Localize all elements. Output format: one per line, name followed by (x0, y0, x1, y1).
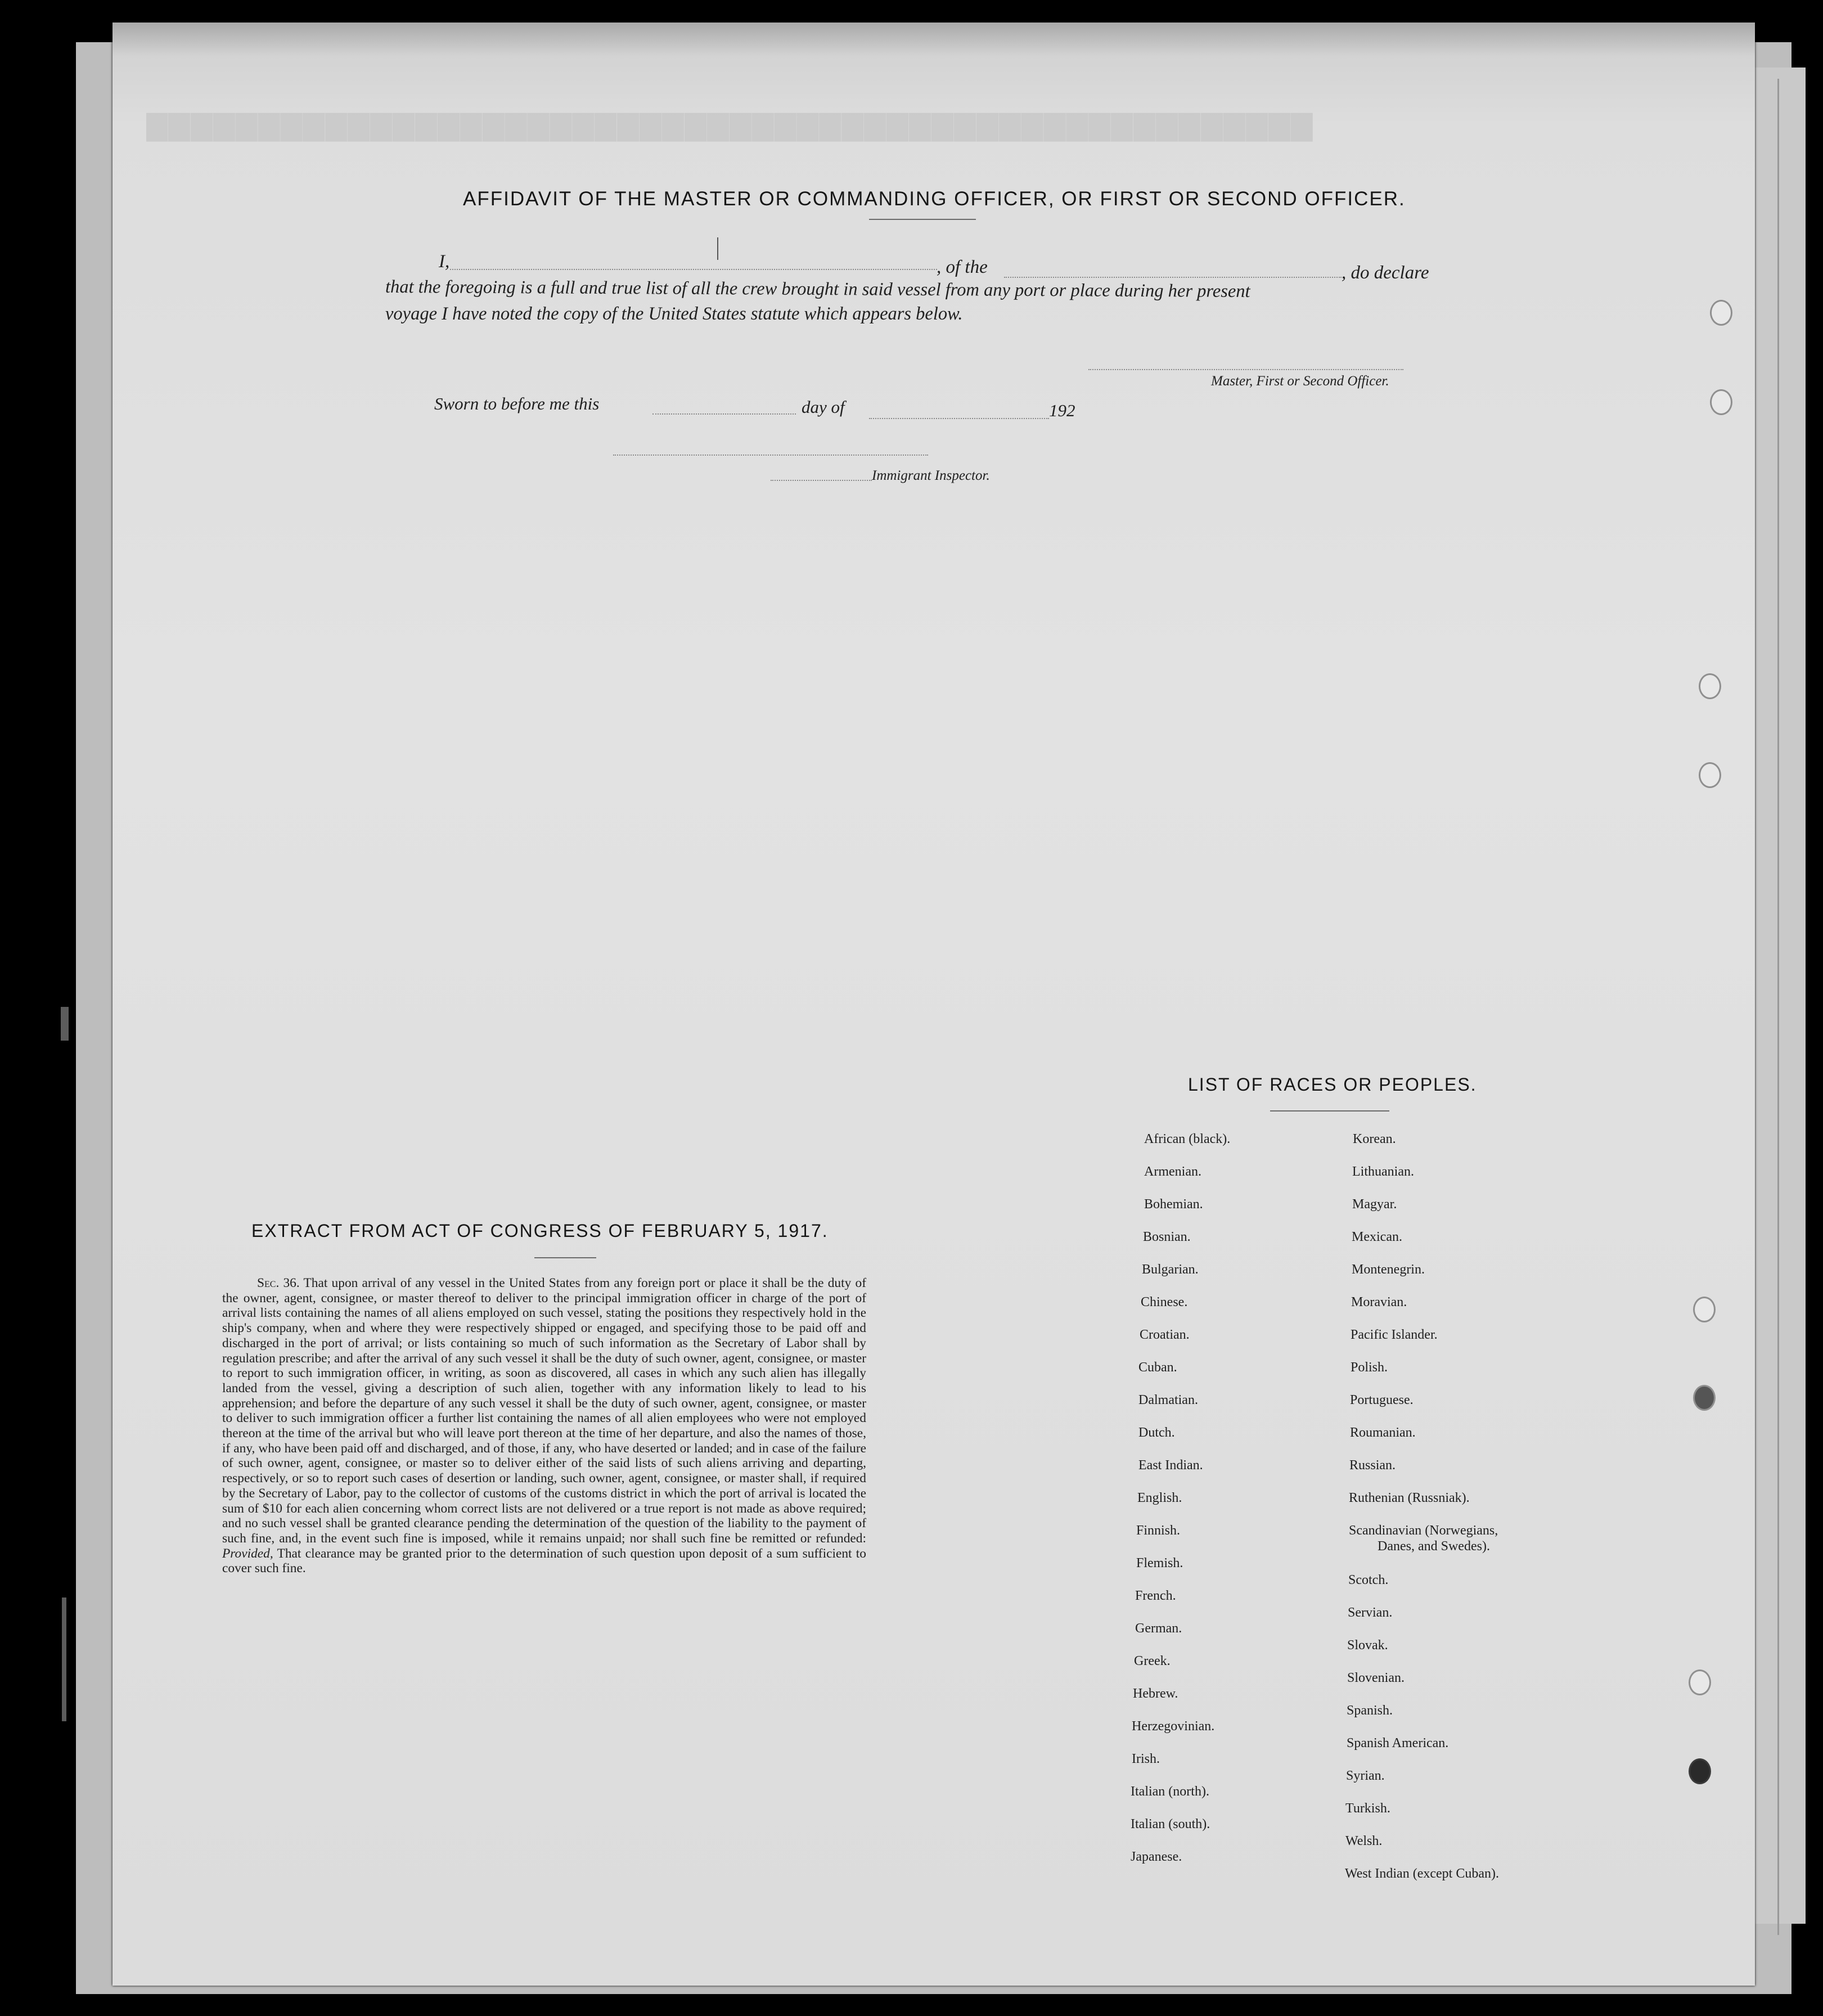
punch-hole (1710, 300, 1732, 326)
race-item: Cuban. (1138, 1360, 1177, 1375)
sworn-month-field[interactable] (869, 418, 1049, 419)
punch-hole (1689, 1758, 1711, 1784)
race-item: West Indian (except Cuban). (1345, 1866, 1499, 1881)
race-item: Slovak. (1347, 1638, 1388, 1653)
race-item: Montenegrin. (1352, 1262, 1425, 1277)
race-item: Moravian. (1351, 1295, 1407, 1310)
race-item: Italian (south). (1131, 1817, 1210, 1832)
extract-title: EXTRACT FROM ACT OF CONGRESS OF FEBRUARY 5, 1917. (251, 1221, 829, 1241)
signature-label: Master, First or Second Officer. (1211, 374, 1389, 389)
race-item: East Indian. (1138, 1458, 1203, 1473)
races-rule (1270, 1110, 1389, 1112)
year-label: 192 (1049, 400, 1075, 420)
race-item: Finnish. (1136, 1523, 1181, 1538)
race-item: Russian. (1349, 1458, 1396, 1473)
race-item: Bosnian. (1143, 1230, 1191, 1244)
race-item: German. (1135, 1621, 1182, 1636)
vessel-field[interactable] (1004, 277, 1342, 278)
race-item: Greek. (1134, 1654, 1171, 1668)
race-item: Dalmatian. (1138, 1393, 1198, 1407)
sworn-label: Sworn to before me this (434, 394, 600, 413)
race-item: Chinese. (1141, 1295, 1188, 1310)
race-item: Hebrew. (1133, 1686, 1178, 1701)
race-item: Lithuanian. (1352, 1164, 1414, 1179)
affidavit-body-line1: that the foregoing is a full and true list of all the crew brought in said vessel from any port or place during her present (385, 277, 1250, 302)
i-label: I, (439, 251, 450, 272)
sworn-day-field[interactable] (652, 413, 796, 415)
race-item: Bulgarian. (1142, 1262, 1199, 1277)
punch-hole (1710, 389, 1732, 415)
signature-field[interactable] (1088, 369, 1403, 370)
race-item: Pacific Islander. (1351, 1328, 1438, 1342)
of-the-label: , of the (937, 257, 988, 277)
affidavit-title: AFFIDAVIT OF THE MASTER OR COMMANDING OFFICER, OR FIRST OR SECOND OFFICER. (463, 188, 1406, 210)
race-item: Welsh. (1345, 1834, 1383, 1848)
punch-hole (1689, 1670, 1711, 1695)
race-item: Spanish. (1347, 1703, 1393, 1718)
section-number: Sec. 36. (257, 1276, 300, 1290)
race-item: Croatian. (1140, 1328, 1190, 1342)
race-item: Roumanian. (1350, 1425, 1416, 1440)
race-item: Bohemian. (1144, 1197, 1203, 1212)
affidavit-body-line2: voyage I have noted the copy of the United States statute which appears below. (385, 304, 963, 324)
race-item: Scandinavian (Norwegians, (1349, 1523, 1498, 1538)
margin-mark (61, 1007, 69, 1041)
provided-word: Provided, (222, 1546, 273, 1561)
day-of-label: day of (802, 397, 845, 417)
punch-hole (1693, 1297, 1716, 1322)
race-item: English. (1137, 1491, 1182, 1505)
do-declare-label: , do declare (1342, 263, 1429, 283)
name-field[interactable] (450, 269, 937, 270)
statute-proviso: That clearance may be granted prior to the determination of such question upon deposit of a sum sufficient to cover such fine. (222, 1546, 866, 1576)
punch-hole (1699, 673, 1721, 699)
inspector-name-field[interactable] (771, 480, 872, 481)
statute-text (222, 1276, 866, 1576)
margin-mark (62, 1598, 66, 1721)
race-item: Japanese. (1131, 1850, 1182, 1864)
race-item: Mexican. (1352, 1230, 1402, 1244)
race-item: African (black). (1144, 1132, 1231, 1146)
race-item: Herzegovinian. (1132, 1719, 1215, 1734)
inspector-signature-field[interactable] (613, 454, 928, 456)
punch-hole (1699, 762, 1721, 788)
extract-rule (534, 1257, 596, 1258)
race-item: Magyar. (1352, 1197, 1397, 1212)
bleed-through-text: ▇▇▇▇▇▇▇▇▇▇▇▇▇▇▇▇▇▇▇▇▇▇▇▇▇▇▇▇▇▇▇▇▇▇▇▇▇▇▇▇▇▇▇▇▇▇▇▇▇▇▇▇ (146, 111, 1314, 141)
race-item: Servian. (1348, 1605, 1393, 1620)
race-item: Portuguese. (1350, 1393, 1414, 1407)
race-item: Spanish American. (1347, 1736, 1449, 1750)
race-item: Slovenian. (1347, 1671, 1405, 1685)
race-item: Turkish. (1345, 1801, 1390, 1816)
races-title: LIST OF RACES OR PEOPLES. (1188, 1074, 1477, 1095)
inspector-label: Immigrant Inspector. (872, 468, 990, 483)
race-item: Korean. (1353, 1132, 1396, 1146)
race-item: Ruthenian (Russniak). (1349, 1491, 1470, 1505)
field-tick (717, 237, 718, 260)
title-rule (869, 219, 976, 220)
race-item: Flemish. (1136, 1556, 1183, 1570)
race-item: Danes, and Swedes). (1378, 1539, 1490, 1554)
race-item: Irish. (1132, 1752, 1160, 1766)
sheet-edge-line (1777, 79, 1779, 1935)
race-item: Polish. (1351, 1360, 1388, 1375)
punch-hole (1693, 1385, 1716, 1411)
race-item: Armenian. (1144, 1164, 1201, 1179)
race-item: Dutch. (1138, 1425, 1175, 1440)
race-item: French. (1135, 1588, 1176, 1603)
race-item: Italian (north). (1131, 1784, 1209, 1799)
race-item: Syrian. (1346, 1768, 1385, 1783)
race-item: Scotch. (1348, 1573, 1389, 1587)
statute-body: That upon arrival of any vessel in the United States from any foreign port or place it shall be the duty of the owner, agent, consignee, or master thereof to deliver to the principal immigration officer in charge of the port of arrival lists containing the names of all aliens employed on such vessel, stating the positions they respectively hold in the ship's company, when and where they were respectively shipped or engaged, and specifying those to be paid off and discharged in the port of arrival; or lists containing so much of such information as the Secretary of Labor shall by regulation prescribe; and after the arrival of any such vessel it shall be the duty of such owner, agent, consignee, or master to report to such immigration officer, in writing, as soon as discovered, all cases in which any such alien has illegally landed from the vessel, giving a description of such alien, together with any information likely to lead to his apprehension; and before the departure of any such vessel it shall be the duty of such owner, agent, consignee, or master to deliver to such immigration officer a further list containing the names of all alien employees who were not employed thereon at the time of the arrival but who will leave port thereon at the time of her departure, and also the names of those, if any, who have been paid off and discharged, and of those, if any, who have deserted or landed; and in case of the failure of such owner, agent, consignee, or master so to deliver either of the said lists of such aliens arriving and departing, respectively, or so to report such cases of desertion or landing, such owner, agent, consignee, or master shall, if required by the Secretary of Labor, pay to the collector of customs of the customs district in which the port of arrival is located the sum of $10 for each alien concerning whom correct lists are not delivered or a true report is not made as above required; and no such vessel shall be granted clearance pending the determination of the question of the liability to the payment of such fine, and, in the event such fine is imposed, while it remains unpaid; nor shall such fine be remitted or refunded: (222, 1276, 866, 1546)
